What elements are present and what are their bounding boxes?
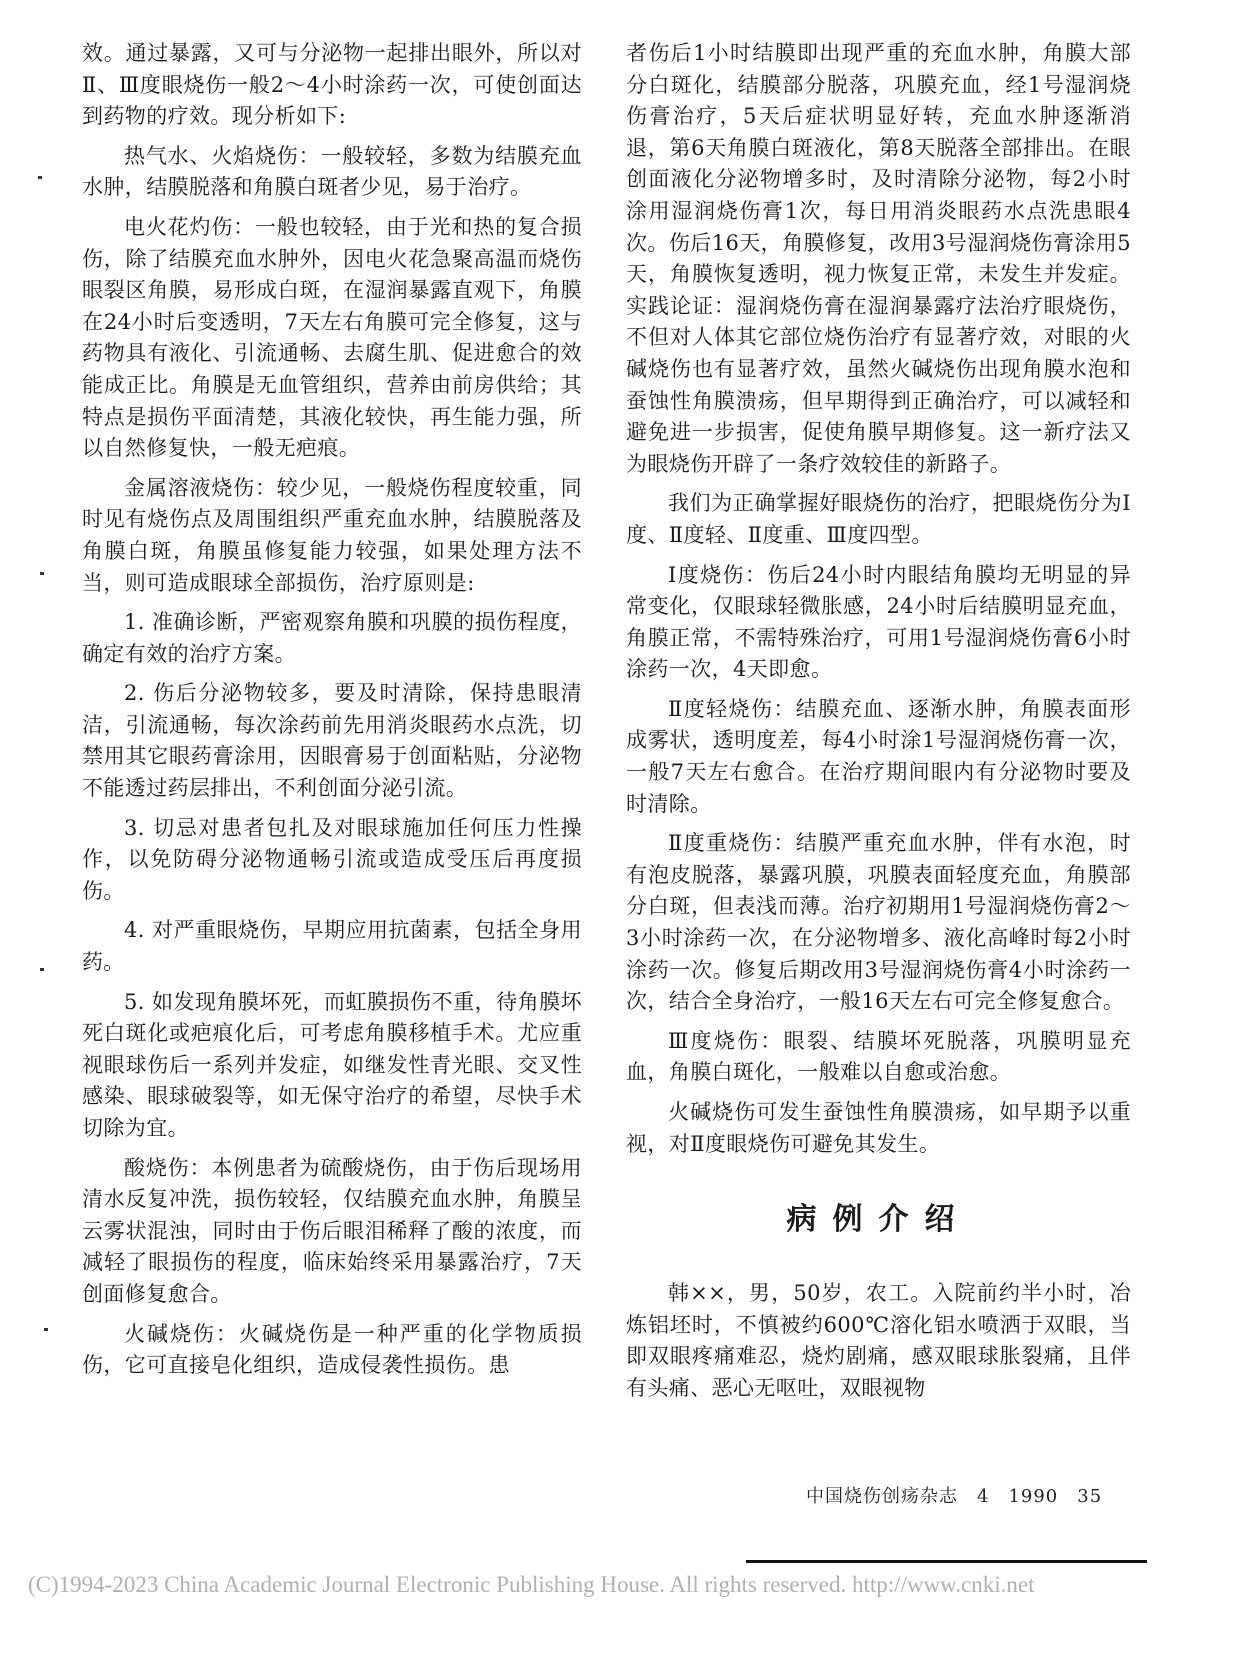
footer-rule — [746, 1560, 1147, 1563]
left-paragraph-9: 5. 如发现角膜坏死，而虹膜损伤不重，待角膜坏死白斑化或疤痕化后，可考虑角膜移植手术。尤应重视眼球伤后一系列并发症，如继发性青光眼、交叉性感染、眼球破裂等，如无保守治疗的希望，尽快手术切除为宜。 — [82, 989, 582, 1140]
left-paragraph-6: 2. 伤后分泌物较多，要及时清除，保持患眼清洁，引流通畅，每次涂药前先用消炎眼药水点洗，切禁用其它眼药膏涂用，因眼膏易于创面粘贴，分泌物不能透过药层排出，不利创面分泌引流。 — [82, 681, 582, 801]
footer-journal-info: 中国烧伤创疡杂志 4 1990 35 — [806, 1486, 1103, 1507]
left-paragraph-3: 电火花灼伤：一般也较轻，由于光和热的复合损伤，除了结膜充血水肿外，因电火花急聚高温而烧伤眼裂区角膜，易形成白斑，在湿润暴露直观下，角膜在24小时后变透明，7天左右角膜可完全修复，这与药物具有液化、引流通畅、去腐生肌、促进愈合的效能成正比。角膜是无血管组织，营养由前房供给；其特点是损伤平面清楚，其液化较快，再生能力强，所以自然修复快，一般无疤痕。 — [82, 214, 582, 461]
scan-speck — [44, 1328, 48, 1331]
left-paragraph-8: 4. 对严重眼烧伤，早期应用抗菌素，包括全身用药。 — [82, 918, 582, 975]
scan-speck — [38, 176, 42, 179]
left-paragraph-2: 热气水、火焰烧伤：一般较轻，多数为结膜充血水肿，结膜脱落和角膜白斑者少见，易于治疗。 — [82, 143, 582, 200]
right-paragraph-2: 我们为正确掌握好眼烧伤的治疗，把眼烧伤分为Ⅰ度、Ⅱ度轻、Ⅱ度重、Ⅲ度四型。 — [626, 491, 1131, 547]
copyright-watermark: (C)1994-2023 China Academic Journal Electronic Publishing House. All rights reserved. http://www.cnki.net — [28, 1572, 1035, 1597]
right-paragraph-3: Ⅰ度烧伤：伤后24小时内眼结角膜均无明显的异常变化，仅眼球轻微胀感，24小时后结膜明显充血，角膜正常，不需特殊治疗，可用1号湿润烧伤膏6小时涂药一次，4天即愈。 — [626, 562, 1131, 682]
left-paragraph-4: 金属溶液烧伤：较少见，一般烧伤程度较重，同时见有烧伤点及周围组织严重充血水肿，结膜脱落及角膜白斑，角膜虽修复能力较强，如果处理方法不当，则可造成眼球全部损伤，治疗原则是: — [82, 475, 582, 595]
right-paragraphs — [626, 38, 1131, 1160]
right-paragraph-4: Ⅱ度轻烧伤：结膜充血、逐渐水肿，角膜表面形成雾状，透明度差，每4小时涂1号湿润烧伤膏一次，一般7天左右愈合。在治疗期间眼内有分泌物时要及时清除。 — [626, 696, 1131, 816]
right-paragraph-6: Ⅲ度烧伤：眼裂、结膜坏死脱落，巩膜明显充血，角膜白斑化，一般难以自愈或治愈。 — [626, 1028, 1131, 1085]
left-paragraph-10: 酸烧伤：本例患者为硫酸烧伤，由于伤后现场用清水反复冲洗，损伤较轻，仅结膜充血水肿，角膜呈云雾状混浊，同时由于伤后眼泪稀释了酸的浓度，而减轻了眼损伤的程度，临床始终采用暴露治疗，7天创面修复愈合。 — [82, 1155, 582, 1306]
scan-speck — [40, 572, 44, 575]
left-paragraph-7: 3. 切忌对患者包扎及对眼球施加任何压力性操作，以免防碍分泌物通畅引流或造成受压后再度损伤。 — [82, 815, 582, 903]
right-paragraph-5: Ⅱ度重烧伤：结膜严重充血水肿，伴有水泡，时有泡皮脱落，暴露巩膜，巩膜表面轻度充血，角膜部分白斑，但表浅而薄。治疗初期用1号湿润烧伤膏2～3小时涂药一次，在分泌物增多、液化高峰时每2小时涂药一次。修复后期改用3号湿润烧伤膏4小时涂药一次，结合全身治疗，一般16天左右可完全修复愈合。 — [626, 831, 1131, 1014]
case-paragraph: 韩××，男，50岁，农工。入院前约半小时，冶炼铝坯时，不慎被约600℃溶化铝水喷洒于双眼，当即双眼疼痛难忍，烧灼剧痛，感双眼球胀裂痛，且伴有头痛、恶心无呕吐，双眼视物 — [626, 1281, 1131, 1400]
left-paragraph-5: 1. 准确诊断，严密观察角膜和巩膜的损伤程度，确定有效的治疗方案。 — [82, 610, 582, 666]
scan-speck — [40, 968, 44, 971]
left-column — [82, 38, 582, 1390]
right-paragraph-7: 火碱烧伤可发生蚕蚀性角膜溃疡，如早期予以重视，对Ⅱ度眼烧伤可避免其发生。 — [626, 1100, 1131, 1156]
section-heading: 病例介绍 — [786, 1202, 971, 1238]
left-paragraph-11: 火碱烧伤：火碱烧伤是一种严重的化学物质损伤，它可直接皂化组织，造成侵袭性损伤。患 — [82, 1321, 582, 1378]
right-column — [626, 38, 1131, 1413]
right-paragraph-1: 者伤后1小时结膜即出现严重的充血水肿，角膜大部分白斑化，结膜部分脱落，巩膜充血，经1号湿润烧伤膏治疗，5天后症状明显好转，充血水肿逐渐消退，第6天角膜白斑液化，第8天脱落全部排出。在眼创面液化分泌物增多时，及时清除分泌物，每2小时涂用湿润烧伤膏1次，每日用消炎眼药水点洗患眼4次。伤后16天，角膜修复，改用3号湿润烧伤膏涂用5天，角膜恢复透明，视力恢复正常，未发生并发症。实践论证：湿润烧伤膏在湿润暴露疗法治疗眼烧伤，不但对人体其它部位烧伤治疗有显著疗效，对眼的火碱烧伤也有显著疗效，虽然火碱烧伤出现角膜水泡和蚕蚀性角膜溃疡，但早期得到正确治疗，可以减轻和避免进一步损害，促使角膜早期修复。这一新疗法又为眼烧伤开辟了一条疗效较佳的新路子。 — [626, 41, 1131, 476]
left-paragraph-1: 效。通过暴露，又可与分泌物一起排出眼外，所以对Ⅱ、Ⅲ度眼烧伤一般2～4小时涂药一次，可使创面达到药物的疗效。现分析如下: — [82, 41, 582, 129]
